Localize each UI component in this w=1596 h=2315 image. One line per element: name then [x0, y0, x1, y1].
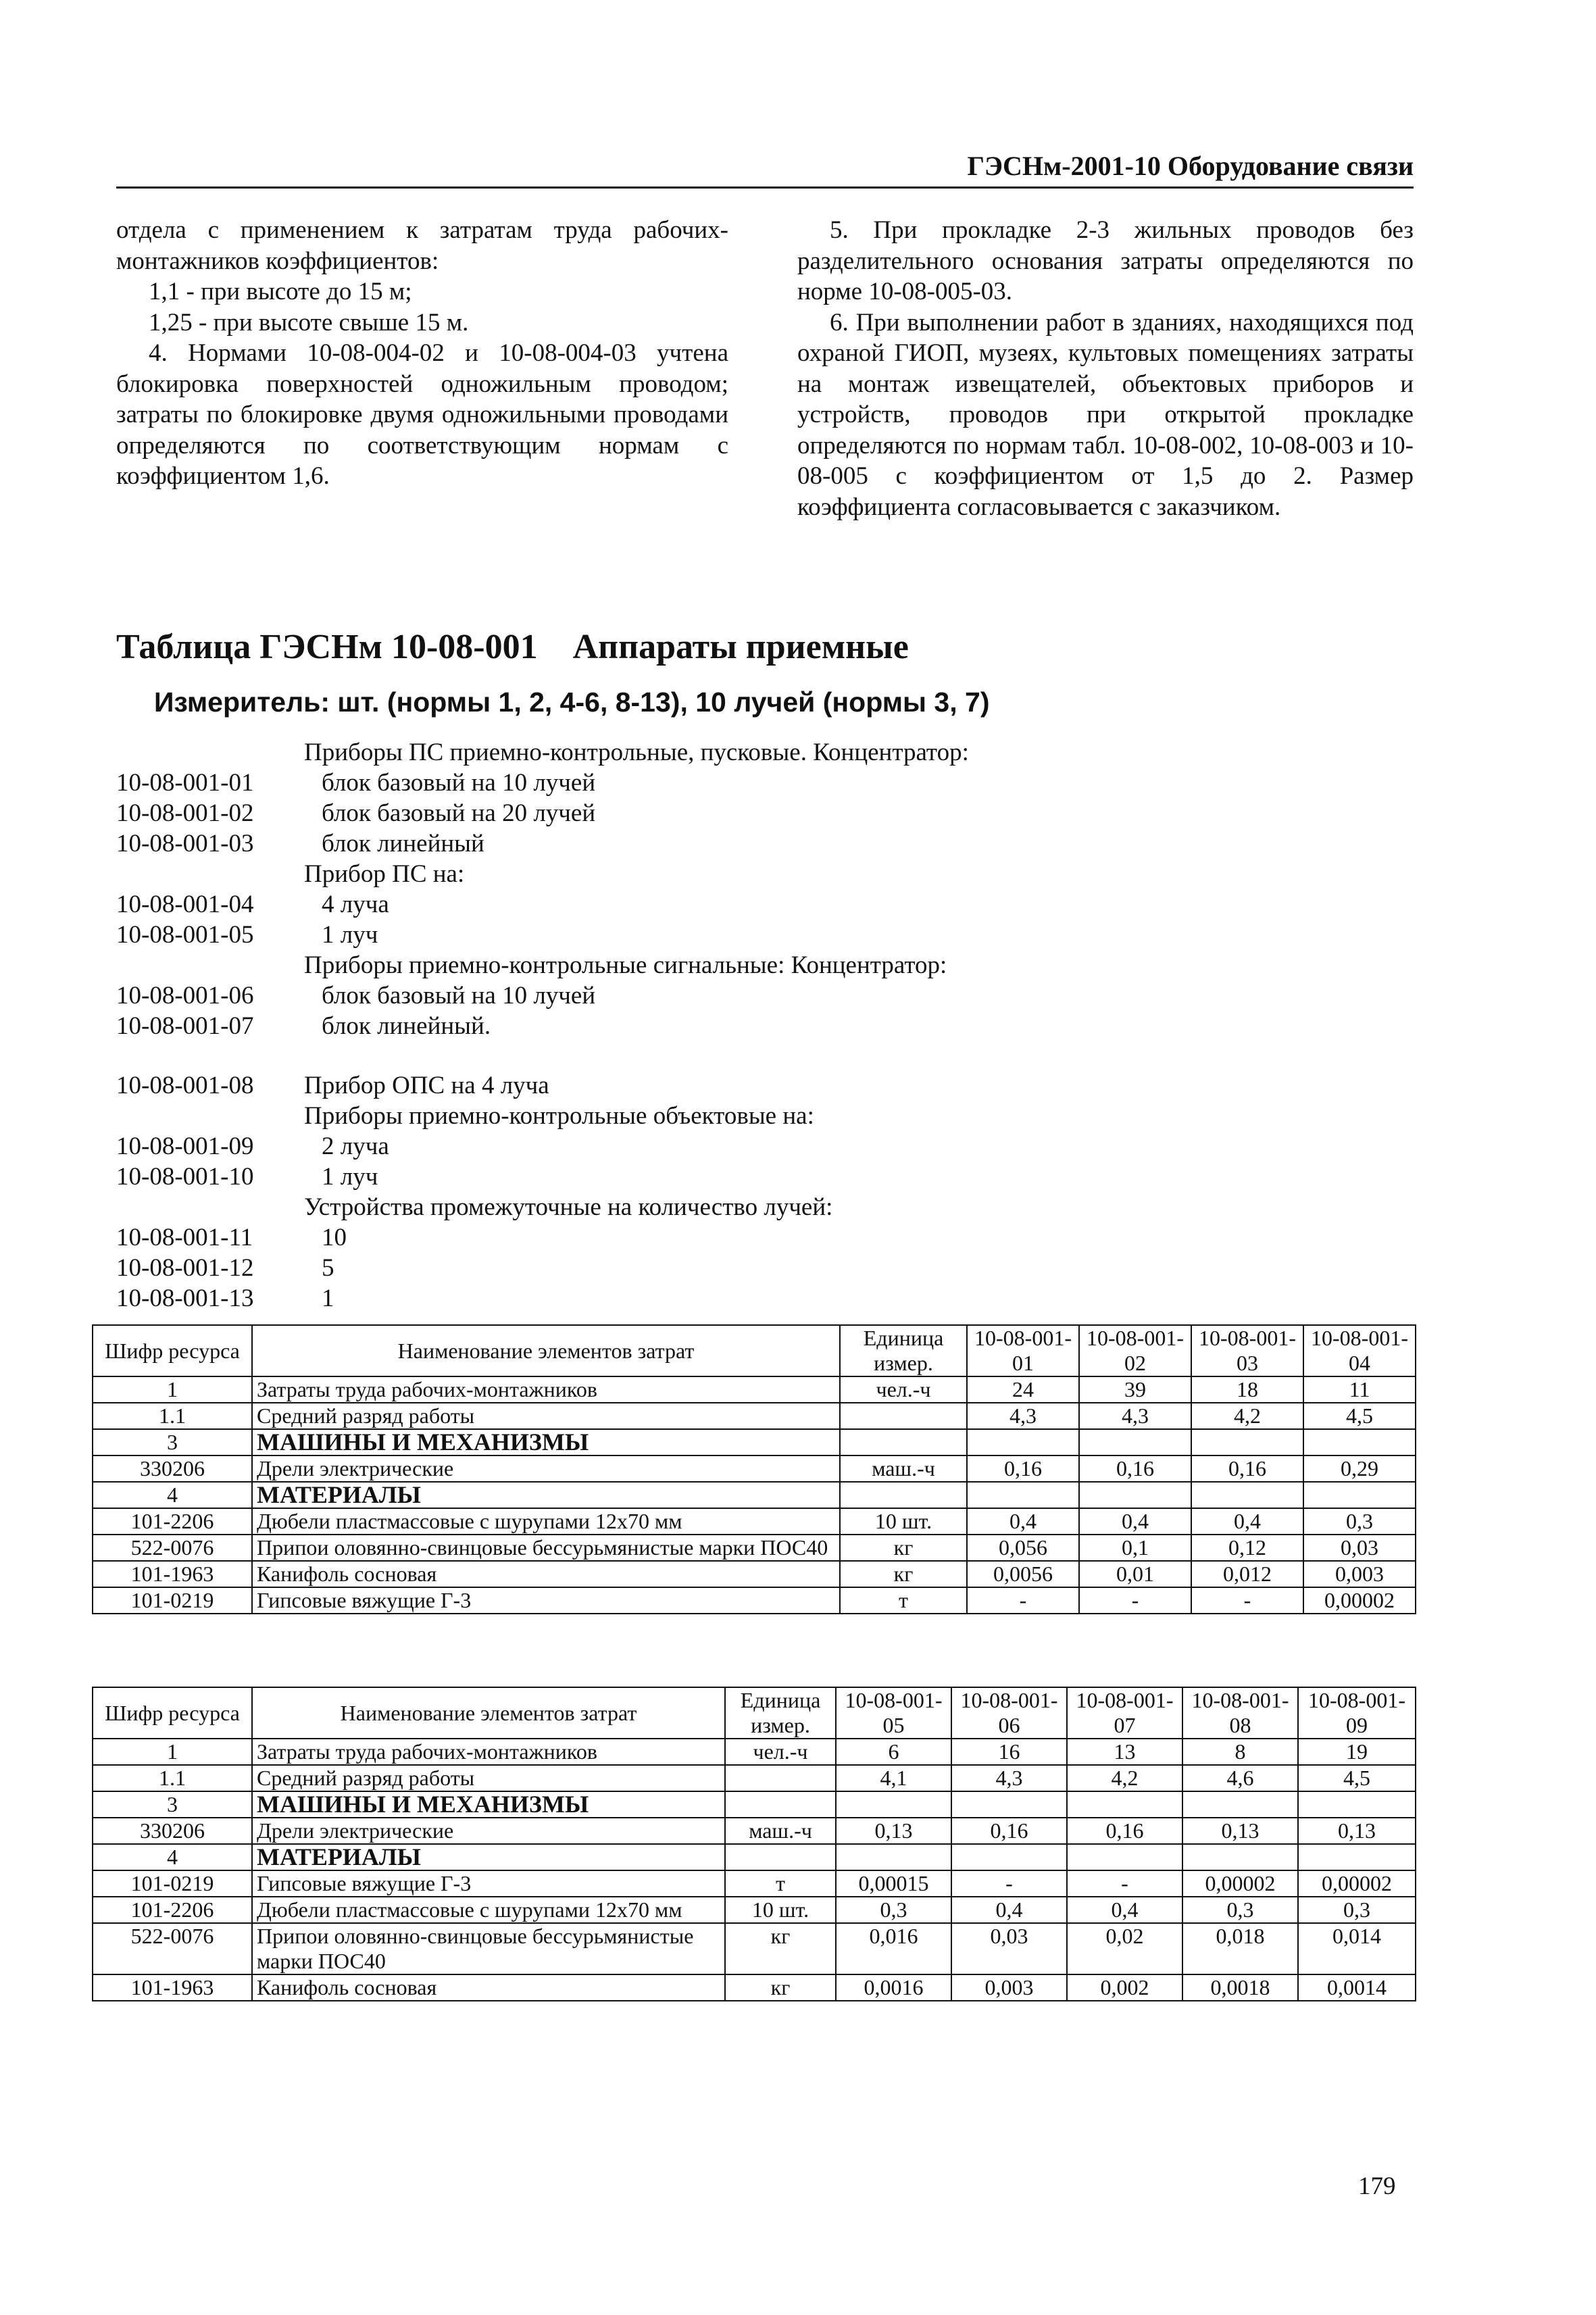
norm-row	[116, 950, 1400, 980]
value-cell: 11	[1303, 1376, 1416, 1403]
value-cell: 0,4	[967, 1508, 1079, 1535]
norm-text: блок линейный.	[322, 1012, 491, 1040]
value-cell: 4,1	[836, 1765, 951, 1791]
norm-row	[116, 1070, 1400, 1101]
value-cell: 0,16	[1079, 1455, 1191, 1482]
value-cell: 0,018	[1182, 1923, 1298, 1974]
norm-row	[116, 1283, 1400, 1314]
resource-table-1	[92, 1324, 1416, 1614]
value-cell: 24	[967, 1376, 1079, 1403]
norm-row	[116, 1162, 1400, 1192]
value-cell: 0,4	[1191, 1508, 1303, 1535]
table-title	[116, 627, 909, 667]
paragraph: 4. Нормами 10-08-004-02 и 10-08-004-03 учтена блокировка поверхностей одножильным проводом; затраты по блокировке двумя одножильными проводами определяются по соответствующим нормам с коэффициентом 1,6.	[116, 339, 728, 490]
unit-cell	[725, 1844, 836, 1870]
norm-row	[116, 798, 1400, 828]
value-cell: 0,056	[967, 1535, 1079, 1561]
norm-code: 10-08-001-06	[116, 982, 254, 1010]
norm-row	[116, 1222, 1400, 1253]
norm-code: 10-08-001-04	[116, 891, 254, 918]
value-cell: 39	[1079, 1376, 1191, 1403]
value-cell: 8	[1182, 1739, 1298, 1765]
table-title-code: Таблица ГЭСНм 10-08-001	[116, 628, 538, 666]
unit-cell	[840, 1429, 967, 1455]
resource-code-cell: 1	[93, 1376, 252, 1403]
value-cell: 0,3	[836, 1897, 951, 1923]
unit-cell: чел.-ч	[840, 1376, 967, 1403]
value-cell: 0,0056	[967, 1561, 1079, 1587]
norm-text: 5	[322, 1254, 334, 1282]
unit-cell	[725, 1791, 836, 1818]
value-cell	[1067, 1791, 1182, 1818]
value-cell: 0,4	[1067, 1897, 1182, 1923]
value-cell	[1191, 1482, 1303, 1508]
resource-name-cell: Дюбели пластмассовые с шурупами 12х70 мм	[252, 1897, 725, 1923]
value-cell: 0,00002	[1298, 1870, 1416, 1897]
unit-cell: маш.-ч	[725, 1818, 836, 1844]
table-row	[93, 1844, 1416, 1870]
resource-code-cell: 4	[93, 1844, 252, 1870]
paragraph: 1,25 - при высоте свыше 15 м.	[149, 308, 469, 337]
value-cell: -	[967, 1587, 1079, 1614]
value-cell: 0,014	[1298, 1923, 1416, 1974]
norm-text: 1 луч	[322, 921, 378, 949]
norm-code	[116, 859, 304, 889]
resource-name-cell: Дрели электрические	[252, 1455, 840, 1482]
table-row	[93, 1482, 1416, 1508]
paragraph: 6. При выполнении работ в зданиях, находящихся под охраной ГИОП, музеях, культовых помещениях затраты на монтаж извещателей, объектовых приборов и устройств, проводов при открытой прокладке определяются по нормам табл. 10-08-002, 10-08-003 и 10-08-005 с коэффициентом от 1,5 до 2. Размер коэффициента согласовывается с заказчиком.	[797, 308, 1414, 521]
resource-code-cell: 522-0076	[93, 1923, 252, 1974]
value-cell	[1182, 1844, 1298, 1870]
column-header: 10-08-001-05	[836, 1687, 951, 1739]
value-cell: 0,13	[1298, 1818, 1416, 1844]
resource-code-cell: 4	[93, 1482, 252, 1508]
resource-code-cell: 1	[93, 1739, 252, 1765]
value-cell: -	[1067, 1870, 1182, 1897]
table-row	[93, 1403, 1416, 1429]
resource-code-cell: 101-1963	[93, 1974, 252, 2001]
paragraph: 5. При прокладке 2-3 жильных проводов без разделительного основания затраты определяются по норме 10-08-005-03.	[797, 216, 1414, 305]
norm-row	[116, 859, 1400, 889]
unit-cell	[840, 1403, 967, 1429]
value-cell: 4,2	[1067, 1765, 1182, 1791]
resource-code-cell: 1.1	[93, 1765, 252, 1791]
value-cell: 0,012	[1191, 1561, 1303, 1587]
header-rule	[116, 186, 1414, 189]
value-cell	[1298, 1844, 1416, 1870]
resource-name-cell: МАТЕРИАЛЫ	[252, 1482, 840, 1508]
value-cell: 0,003	[951, 1974, 1067, 2001]
page-number: 179	[1358, 2172, 1396, 2200]
norm-row	[116, 1131, 1400, 1162]
value-cell: 0,12	[1191, 1535, 1303, 1561]
norm-row	[116, 920, 1400, 950]
value-cell	[1303, 1482, 1416, 1508]
table-row	[93, 1429, 1416, 1455]
norms-list	[116, 737, 1400, 1314]
value-cell: 19	[1298, 1739, 1416, 1765]
value-cell: 6	[836, 1739, 951, 1765]
value-cell	[836, 1791, 951, 1818]
value-cell	[1298, 1791, 1416, 1818]
norm-code: 10-08-001-12	[116, 1254, 254, 1282]
value-cell: 4,6	[1182, 1765, 1298, 1791]
value-cell	[951, 1844, 1067, 1870]
value-cell: 13	[1067, 1739, 1182, 1765]
norm-code: 10-08-001-01	[116, 769, 254, 797]
resource-code-cell: 101-0219	[93, 1587, 252, 1614]
table-row	[93, 1870, 1416, 1897]
resource-name-cell: Средний разряд работы	[252, 1765, 725, 1791]
value-cell: 4,5	[1303, 1403, 1416, 1429]
norm-code: 10-08-001-09	[116, 1132, 254, 1160]
resource-table-2	[92, 1687, 1416, 2001]
norm-code: 10-08-001-10	[116, 1163, 254, 1191]
unit-cell: т	[840, 1587, 967, 1614]
resource-code-cell: 3	[93, 1791, 252, 1818]
resource-name-cell: Припои оловянно-свинцовые бессурьмянистые марки ПОС40	[252, 1535, 840, 1561]
unit-cell: т	[725, 1870, 836, 1897]
resource-name-cell: МАТЕРИАЛЫ	[252, 1844, 725, 1870]
norm-code: 10-08-001-02	[116, 799, 254, 827]
norm-row	[116, 1101, 1400, 1131]
table-row	[93, 1974, 1416, 2001]
column-header: Наименование элементов затрат	[252, 1325, 840, 1376]
table-row	[93, 1791, 1416, 1818]
left-text-column	[116, 215, 728, 492]
resource-name-cell: Гипсовые вяжущие Г-3	[252, 1870, 725, 1897]
column-header: 10-08-001-04	[1303, 1325, 1416, 1376]
value-cell	[1079, 1482, 1191, 1508]
unit-cell: кг	[840, 1561, 967, 1587]
resource-code-cell: 330206	[93, 1818, 252, 1844]
column-header: Единица измер.	[725, 1687, 836, 1739]
norm-row	[116, 1041, 1400, 1070]
unit-cell: кг	[725, 1974, 836, 2001]
column-header: 10-08-001-09	[1298, 1687, 1416, 1739]
value-cell	[951, 1791, 1067, 1818]
value-cell	[1182, 1791, 1298, 1818]
value-cell: 0,16	[1191, 1455, 1303, 1482]
table-row	[93, 1561, 1416, 1587]
norm-text: блок линейный	[322, 830, 484, 857]
resource-name-cell: Дрели электрические	[252, 1818, 725, 1844]
norm-text: 10	[322, 1224, 347, 1251]
norm-text: Приборы приемно-контрольные сигнальные: Концентратор:	[304, 951, 947, 979]
value-cell: 0,003	[1303, 1561, 1416, 1587]
value-cell: 4,3	[951, 1765, 1067, 1791]
resource-name-cell: Гипсовые вяжущие Г-3	[252, 1587, 840, 1614]
value-cell: 0,01	[1079, 1561, 1191, 1587]
norm-text: Устройства промежуточные на количество лучей:	[304, 1193, 833, 1221]
value-cell: 0,002	[1067, 1974, 1182, 2001]
value-cell: 0,03	[1303, 1535, 1416, 1561]
value-cell: 0,0014	[1298, 1974, 1416, 2001]
table-row	[93, 1923, 1416, 1974]
norm-row	[116, 737, 1400, 768]
resource-code-cell: 101-1963	[93, 1561, 252, 1587]
measure-line: Измеритель: шт. (нормы 1, 2, 4-6, 8-13), 10 лучей (нормы 3, 7)	[154, 687, 990, 718]
unit-cell: маш.-ч	[840, 1455, 967, 1482]
resource-name-cell: Затраты труда рабочих-монтажников	[252, 1739, 725, 1765]
resource-name-cell: МАШИНЫ И МЕХАНИЗМЫ	[252, 1429, 840, 1455]
resource-code-cell: 101-2206	[93, 1508, 252, 1535]
norm-code: 10-08-001-05	[116, 921, 254, 949]
resource-code-cell: 522-0076	[93, 1535, 252, 1561]
norm-code: 10-08-001-03	[116, 830, 254, 857]
table-row	[93, 1508, 1416, 1535]
value-cell: 4,3	[1079, 1403, 1191, 1429]
value-cell: 4,5	[1298, 1765, 1416, 1791]
value-cell	[1067, 1844, 1182, 1870]
value-cell: 0,16	[951, 1818, 1067, 1844]
paragraph: отдела с применением к затратам труда рабочих-монтажников коэффициентов:	[116, 216, 728, 275]
value-cell: 0,03	[951, 1923, 1067, 1974]
norm-text: Приборы приемно-контрольные объектовые на:	[304, 1102, 814, 1130]
norm-text: 1 луч	[322, 1163, 378, 1191]
value-cell: 0,13	[836, 1818, 951, 1844]
value-cell: 0,0016	[836, 1974, 951, 2001]
table-row	[93, 1897, 1416, 1923]
norm-row	[116, 1011, 1400, 1041]
right-text-column	[797, 215, 1414, 522]
unit-cell	[840, 1482, 967, 1508]
value-cell: -	[951, 1870, 1067, 1897]
norm-text: 1	[322, 1285, 334, 1312]
value-cell: 0,0018	[1182, 1974, 1298, 2001]
norm-code	[116, 1041, 304, 1070]
value-cell: 16	[951, 1739, 1067, 1765]
value-cell	[836, 1844, 951, 1870]
resource-name-cell: Припои оловянно-свинцовые бессурьмянистые марки ПОС40	[252, 1923, 725, 1974]
norm-text: блок базовый на 20 лучей	[322, 799, 596, 827]
column-header: Наименование элементов затрат	[252, 1687, 725, 1739]
resource-code-cell: 101-2206	[93, 1897, 252, 1923]
norm-code	[116, 737, 304, 768]
norm-code	[116, 1101, 304, 1131]
value-cell: 0,29	[1303, 1455, 1416, 1482]
value-cell: 0,16	[1067, 1818, 1182, 1844]
column-header: 10-08-001-01	[967, 1325, 1079, 1376]
column-header: 10-08-001-08	[1182, 1687, 1298, 1739]
unit-cell	[725, 1765, 836, 1791]
value-cell: 0,02	[1067, 1923, 1182, 1974]
resource-name-cell: Средний разряд работы	[252, 1403, 840, 1429]
norm-text: блок базовый на 10 лучей	[322, 769, 596, 797]
unit-cell: 10 шт.	[840, 1508, 967, 1535]
running-header: ГЭСНм-2001-10 Оборудование связи	[967, 151, 1414, 181]
resource-name-cell: Канифоль сосновая	[252, 1561, 840, 1587]
value-cell: -	[1079, 1587, 1191, 1614]
resource-name-cell: Канифоль сосновая	[252, 1974, 725, 2001]
unit-cell: кг	[840, 1535, 967, 1561]
resource-code-cell: 1.1	[93, 1403, 252, 1429]
norm-row	[116, 1192, 1400, 1222]
value-cell	[1303, 1429, 1416, 1455]
value-cell: 0,00015	[836, 1870, 951, 1897]
value-cell: 18	[1191, 1376, 1303, 1403]
norm-row	[116, 889, 1400, 920]
norm-code: 10-08-001-07	[116, 1012, 254, 1040]
paragraph: 1,1 - при высоте до 15 м;	[149, 278, 412, 305]
norm-text: блок базовый на 10 лучей	[322, 982, 596, 1010]
value-cell: 0,4	[1079, 1508, 1191, 1535]
norm-row	[116, 828, 1400, 859]
norm-text: Прибор ПС на:	[304, 860, 465, 888]
unit-cell: 10 шт.	[725, 1897, 836, 1923]
table-title-name: Аппараты приемные	[572, 628, 909, 666]
table-row	[93, 1765, 1416, 1791]
value-cell: 4,3	[967, 1403, 1079, 1429]
unit-cell: чел.-ч	[725, 1739, 836, 1765]
norm-code: 10-08-001-08	[116, 1072, 254, 1099]
value-cell	[1191, 1429, 1303, 1455]
value-cell: -	[1191, 1587, 1303, 1614]
table-row	[93, 1587, 1416, 1614]
value-cell: 0,016	[836, 1923, 951, 1974]
column-header: 10-08-001-07	[1067, 1687, 1182, 1739]
column-header: Единица измер.	[840, 1325, 967, 1376]
resource-name-cell: Дюбели пластмассовые с шурупами 12х70 мм	[252, 1508, 840, 1535]
norm-code	[116, 950, 304, 980]
table-row	[93, 1739, 1416, 1765]
norm-code: 10-08-001-11	[116, 1224, 253, 1251]
value-cell: 0,1	[1079, 1535, 1191, 1561]
norm-text: Приборы ПС приемно-контрольные, пусковые. Концентратор:	[304, 739, 969, 766]
value-cell	[967, 1429, 1079, 1455]
value-cell: 0,16	[967, 1455, 1079, 1482]
resource-code-cell: 330206	[93, 1455, 252, 1482]
value-cell: 0,3	[1303, 1508, 1416, 1535]
value-cell	[967, 1482, 1079, 1508]
norm-code: 10-08-001-13	[116, 1285, 254, 1312]
table-row	[93, 1535, 1416, 1561]
norm-text: Прибор ОПС на 4 луча	[304, 1072, 549, 1099]
table-row	[93, 1455, 1416, 1482]
table-row	[93, 1376, 1416, 1403]
value-cell	[1079, 1429, 1191, 1455]
value-cell: 0,4	[951, 1897, 1067, 1923]
table-row	[93, 1818, 1416, 1844]
resource-code-cell: 3	[93, 1429, 252, 1455]
norm-code	[116, 1192, 304, 1222]
column-header: Шифр ресурса	[93, 1687, 252, 1739]
norm-row	[116, 980, 1400, 1011]
value-cell: 0,3	[1182, 1897, 1298, 1923]
value-cell: 0,13	[1182, 1818, 1298, 1844]
unit-cell: кг	[725, 1923, 836, 1974]
value-cell: 0,3	[1298, 1897, 1416, 1923]
column-header: Шифр ресурса	[93, 1325, 252, 1376]
resource-name-cell: МАШИНЫ И МЕХАНИЗМЫ	[252, 1791, 725, 1818]
column-header: 10-08-001-02	[1079, 1325, 1191, 1376]
norm-row	[116, 1253, 1400, 1283]
resource-code-cell: 101-0219	[93, 1870, 252, 1897]
norm-row	[116, 768, 1400, 798]
norm-text: 4 луча	[322, 891, 389, 918]
column-header: 10-08-001-06	[951, 1687, 1067, 1739]
value-cell: 4,2	[1191, 1403, 1303, 1429]
column-header: 10-08-001-03	[1191, 1325, 1303, 1376]
value-cell: 0,00002	[1182, 1870, 1298, 1897]
value-cell: 0,00002	[1303, 1587, 1416, 1614]
resource-name-cell: Затраты труда рабочих-монтажников	[252, 1376, 840, 1403]
norm-text: 2 луча	[322, 1132, 389, 1160]
